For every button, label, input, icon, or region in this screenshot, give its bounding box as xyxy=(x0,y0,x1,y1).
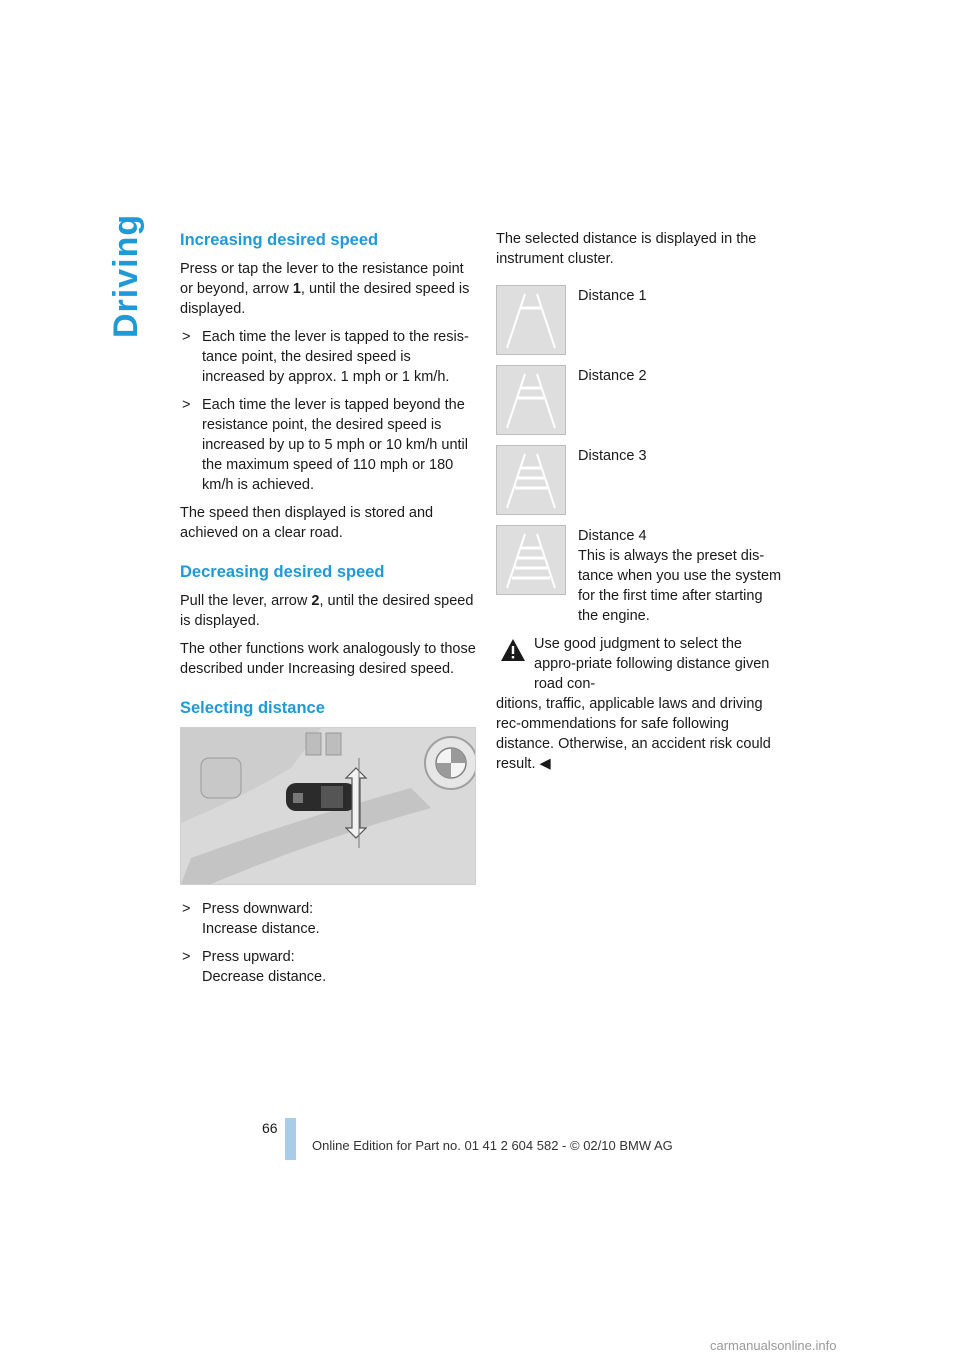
distance-4-label: Distance 4 xyxy=(578,528,647,544)
distance-3-label: Distance 3 xyxy=(578,448,647,464)
steering-lever-figure xyxy=(180,727,476,885)
warning-rest: ditions, traffic, applicable laws and driving rec-ommendations for safe following distance. Otherwise, an accident risk could result. xyxy=(496,696,771,772)
warning-icon xyxy=(500,638,526,662)
footer-accent-bar xyxy=(285,1118,296,1160)
selecting-bullet-1: > Press downward: Increase distance. xyxy=(182,901,320,937)
distance-2-label: Distance 2 xyxy=(578,368,647,384)
right-column xyxy=(496,229,784,774)
heading-increasing-speed: Increasing desired speed xyxy=(180,231,379,249)
section-title: Driving xyxy=(107,213,145,338)
bullet-mark: > xyxy=(182,397,191,413)
heading-decreasing-speed: Decreasing desired speed xyxy=(180,563,385,581)
page-number: 66 xyxy=(262,1120,278,1136)
distance-row-1 xyxy=(496,283,784,355)
increasing-intro: Press or tap the lever to the resistance point or beyond, arrow 1, until the desired speed is displayed. xyxy=(180,261,470,317)
heading-selecting-distance: Selecting distance xyxy=(180,699,325,717)
distance-3-icon xyxy=(496,445,566,515)
distance-intro: The selected distance is displayed in the instrument cluster. xyxy=(496,231,757,267)
decreasing-p1: Pull the lever, arrow 2, until the desired speed is displayed. xyxy=(180,593,474,629)
increasing-outro: The speed then displayed is stored and achieved on a clear road. xyxy=(180,505,434,541)
steering-lever-illustration xyxy=(181,728,475,884)
selecting-bullet-2: > Press upward: Decrease distance. xyxy=(182,949,327,985)
increasing-bullet-2: > Each time the lever is tapped beyond the resistance point, the desired speed is increased by up to 5 mph or 10 km/h until the maximum speed of 110 mph or 180 km/h is achieved. xyxy=(182,397,468,493)
distance-row-2 xyxy=(496,363,784,435)
distance-4-icon xyxy=(496,525,566,595)
bullet-mark: > xyxy=(182,949,191,965)
distance-2-icon xyxy=(496,365,566,435)
bullet-mark: > xyxy=(182,329,191,345)
distance-1-icon xyxy=(496,285,566,355)
end-mark-icon: ◀ xyxy=(539,756,551,772)
distance-1-label: Distance 1 xyxy=(578,288,647,304)
distance-row-3 xyxy=(496,443,784,515)
warning-first-lines: Use good judgment to select the appro-priate following distance given road con- xyxy=(534,636,770,692)
edition-footer: Online Edition for Part no. 01 41 2 604 582 - © 02/10 BMW AG xyxy=(312,1138,673,1153)
warning-box xyxy=(496,634,784,774)
bullet-mark: > xyxy=(182,901,191,917)
distance-row-4 xyxy=(496,523,784,626)
left-column xyxy=(180,229,476,995)
decreasing-p2: The other functions work analogously to those described under Increasing desired speed. xyxy=(180,641,476,677)
watermark: carmanualsonline.info xyxy=(710,1338,837,1353)
increasing-bullet-1: > Each time the lever is tapped to the resis-tance point, the desired speed is increased by approx. 1 mph or 1 km/h. xyxy=(182,329,469,385)
distance-4-note: This is always the preset dis-tance when you use the system for the first time after starting the engine. xyxy=(578,548,782,624)
